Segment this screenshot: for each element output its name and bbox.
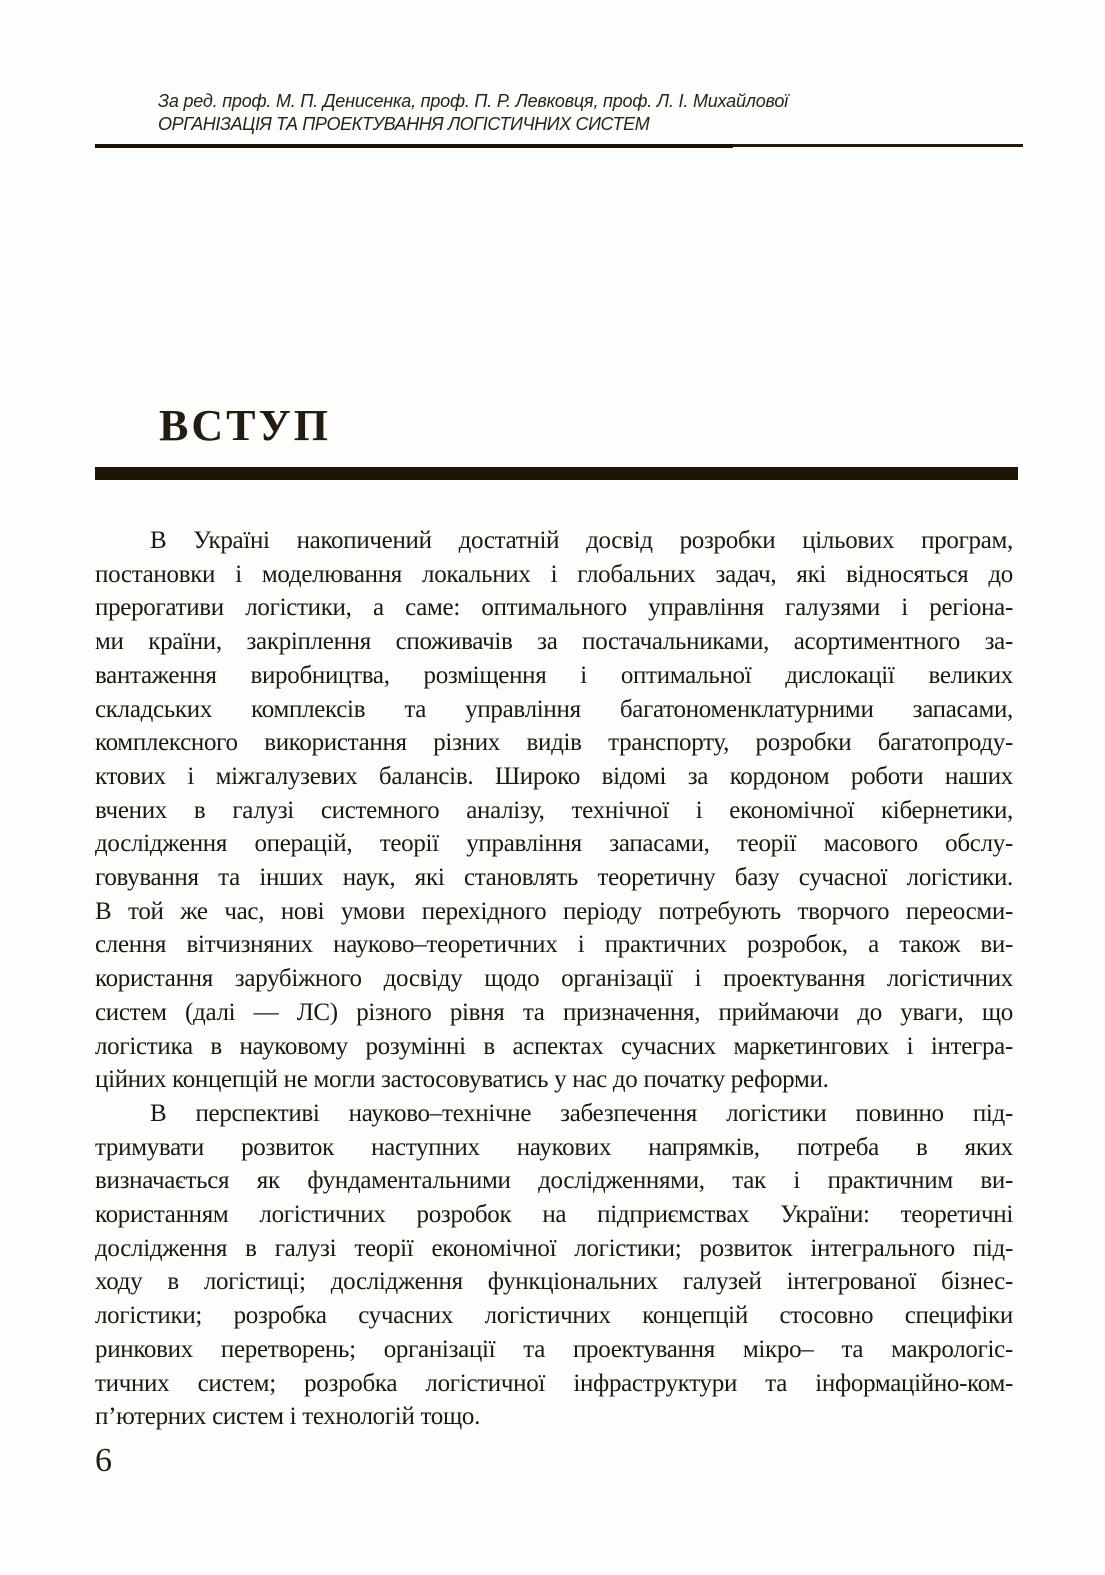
- text-line: складських комплексів та управління багатономенклатурними запасами,: [95, 695, 1013, 723]
- text-line: користанням логістичних розробок на підприємствах України: теоретичні: [95, 1201, 1013, 1229]
- chapter-title: ВСТУП: [159, 401, 331, 450]
- text-line: логістики; розробка сучасних логістичних концепцій стосовно специфіки: [95, 1302, 1013, 1330]
- text-line: тримувати розвиток наступних наукових напрямків, потреба в яких: [95, 1133, 1013, 1161]
- text-line: комплексного використання різних видів транспорту, розробки багатопроду-: [95, 729, 1013, 757]
- text-line: ційних концепцій не могли застосовуватись у нас до початку реформи.: [95, 1066, 829, 1094]
- text-line: В Україні накопичений достатній досвід розробки цільових програм,: [150, 527, 1013, 554]
- text-line: ми країни, закріплення споживачів за постачальниками, асортиментного за-: [95, 628, 1013, 656]
- text-line: В перспективі науково–технічне забезпечення логістики повинно під-: [150, 1099, 1013, 1127]
- running-header: [158, 90, 788, 136]
- text-line: дослідження в галузі теорії економічної логістики; розвиток інтегрального під-: [95, 1234, 1013, 1262]
- text-line: логістика в науковому розумінні в аспектах сучасних маркетингових і інтегра-: [95, 1032, 1013, 1060]
- header-editors-line: За ред. проф. М. П. Денисенка, проф. П. Р. Левковця, проф. Л. І. Михайлової: [158, 91, 788, 111]
- text-line: тичних систем; розробка логістичної інфраструктури та інформаційно-ком-: [95, 1369, 1013, 1397]
- text-line: прерогативи логістики, а саме: оптимального управління галузями і регіона-: [95, 594, 1013, 622]
- text-line: В той же час, нові умови перехідного періоду потребують творчого переосми-: [95, 897, 1013, 925]
- text-line: п’ютерних систем і технологій тощо.: [95, 1403, 481, 1431]
- body-text: [95, 524, 1013, 1434]
- header-rule: [95, 144, 1023, 149]
- page-number: 6: [95, 1442, 112, 1479]
- text-line: ктових і міжгалузевих балансів. Широко відомі за кордоном роботи наших: [95, 762, 1013, 790]
- text-line: вчених в галузі системного аналізу, технічної і економічної кібернетики,: [95, 796, 1013, 824]
- text-line: слення вітчизняних науково–теоретичних і практичних розробок, а також ви-: [95, 931, 1013, 959]
- text-line: вантаження виробництва, розміщення і оптимальної дислокації великих: [95, 661, 1013, 689]
- text-line: ходу в логістиці; дослідження функціональних галузей інтегрованої бізнес-: [95, 1268, 1013, 1296]
- header-book-title: ОРГАНІЗАЦІЯ ТА ПРОЕКТУВАННЯ ЛОГІСТИЧНИХ СИСТЕМ: [158, 114, 650, 134]
- text-line: ринкових перетворень; організації та проектування мікро– та макрологіс-: [95, 1335, 1013, 1363]
- text-line: користання зарубіжного досвіду щодо організації і проектування логістичних: [95, 965, 1013, 993]
- title-rule: [95, 467, 1018, 480]
- text-line: визначається як фундаментальними дослідженнями, так і практичним ви-: [95, 1167, 1013, 1195]
- header-rule-thick-segment: [95, 144, 733, 148]
- text-line: систем (далі — ЛС) різного рівня та призначення, приймаючи до уваги, що: [95, 998, 1013, 1026]
- header-rule-thin-segment: [733, 144, 1023, 147]
- text-line: дослідження операцій, теорії управління запасами, теорії масового обслу-: [95, 830, 1013, 858]
- text-line: говування та інших наук, які становлять теоретичну базу сучасної логістики.: [95, 864, 1013, 892]
- text-line: постановки і моделювання локальних і глобальних задач, які відносяться до: [95, 560, 1013, 588]
